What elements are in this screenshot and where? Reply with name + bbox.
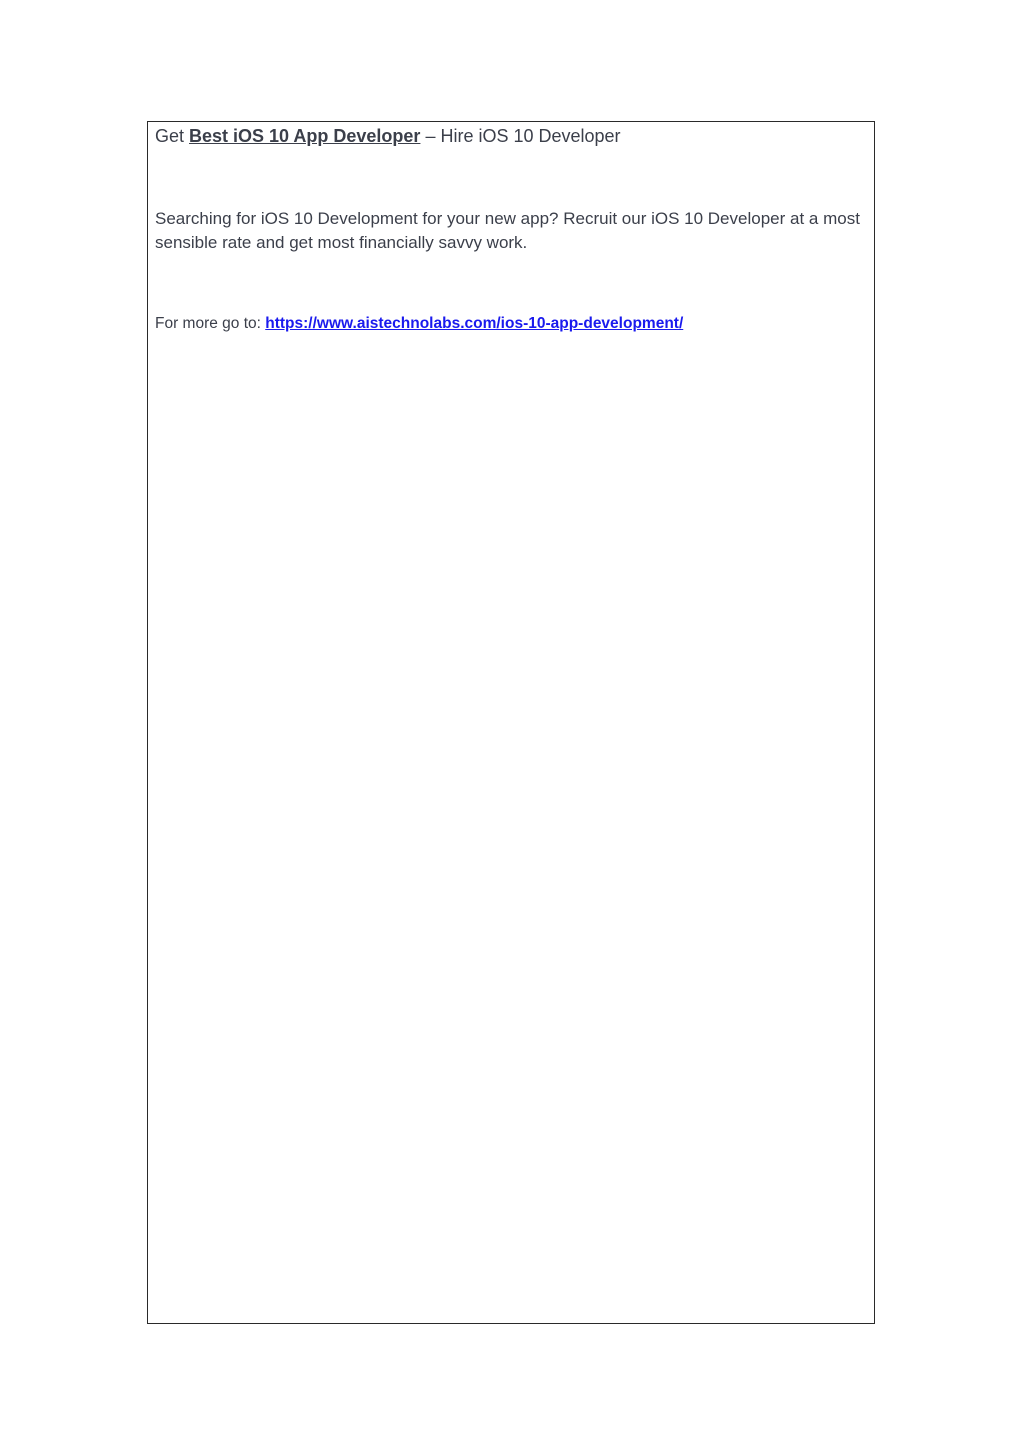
more-info-label: For more go to: — [155, 315, 266, 332]
heading-suffix: – Hire iOS 10 Developer — [420, 126, 621, 146]
heading-highlight: Best iOS 10 App Developer — [189, 126, 421, 146]
website-link[interactable]: https://www.aistechnolabs.com/ios-10-app-development/ — [265, 315, 684, 332]
heading-prefix: Get — [155, 126, 190, 146]
document-frame — [147, 121, 875, 1324]
description-paragraph: Searching for iOS 10 Development for your new app? Recruit our iOS 10 Developer at a most sensible rate and get most financially savvy work. — [155, 209, 860, 252]
document-heading — [155, 125, 621, 147]
more-info-line — [155, 314, 683, 334]
